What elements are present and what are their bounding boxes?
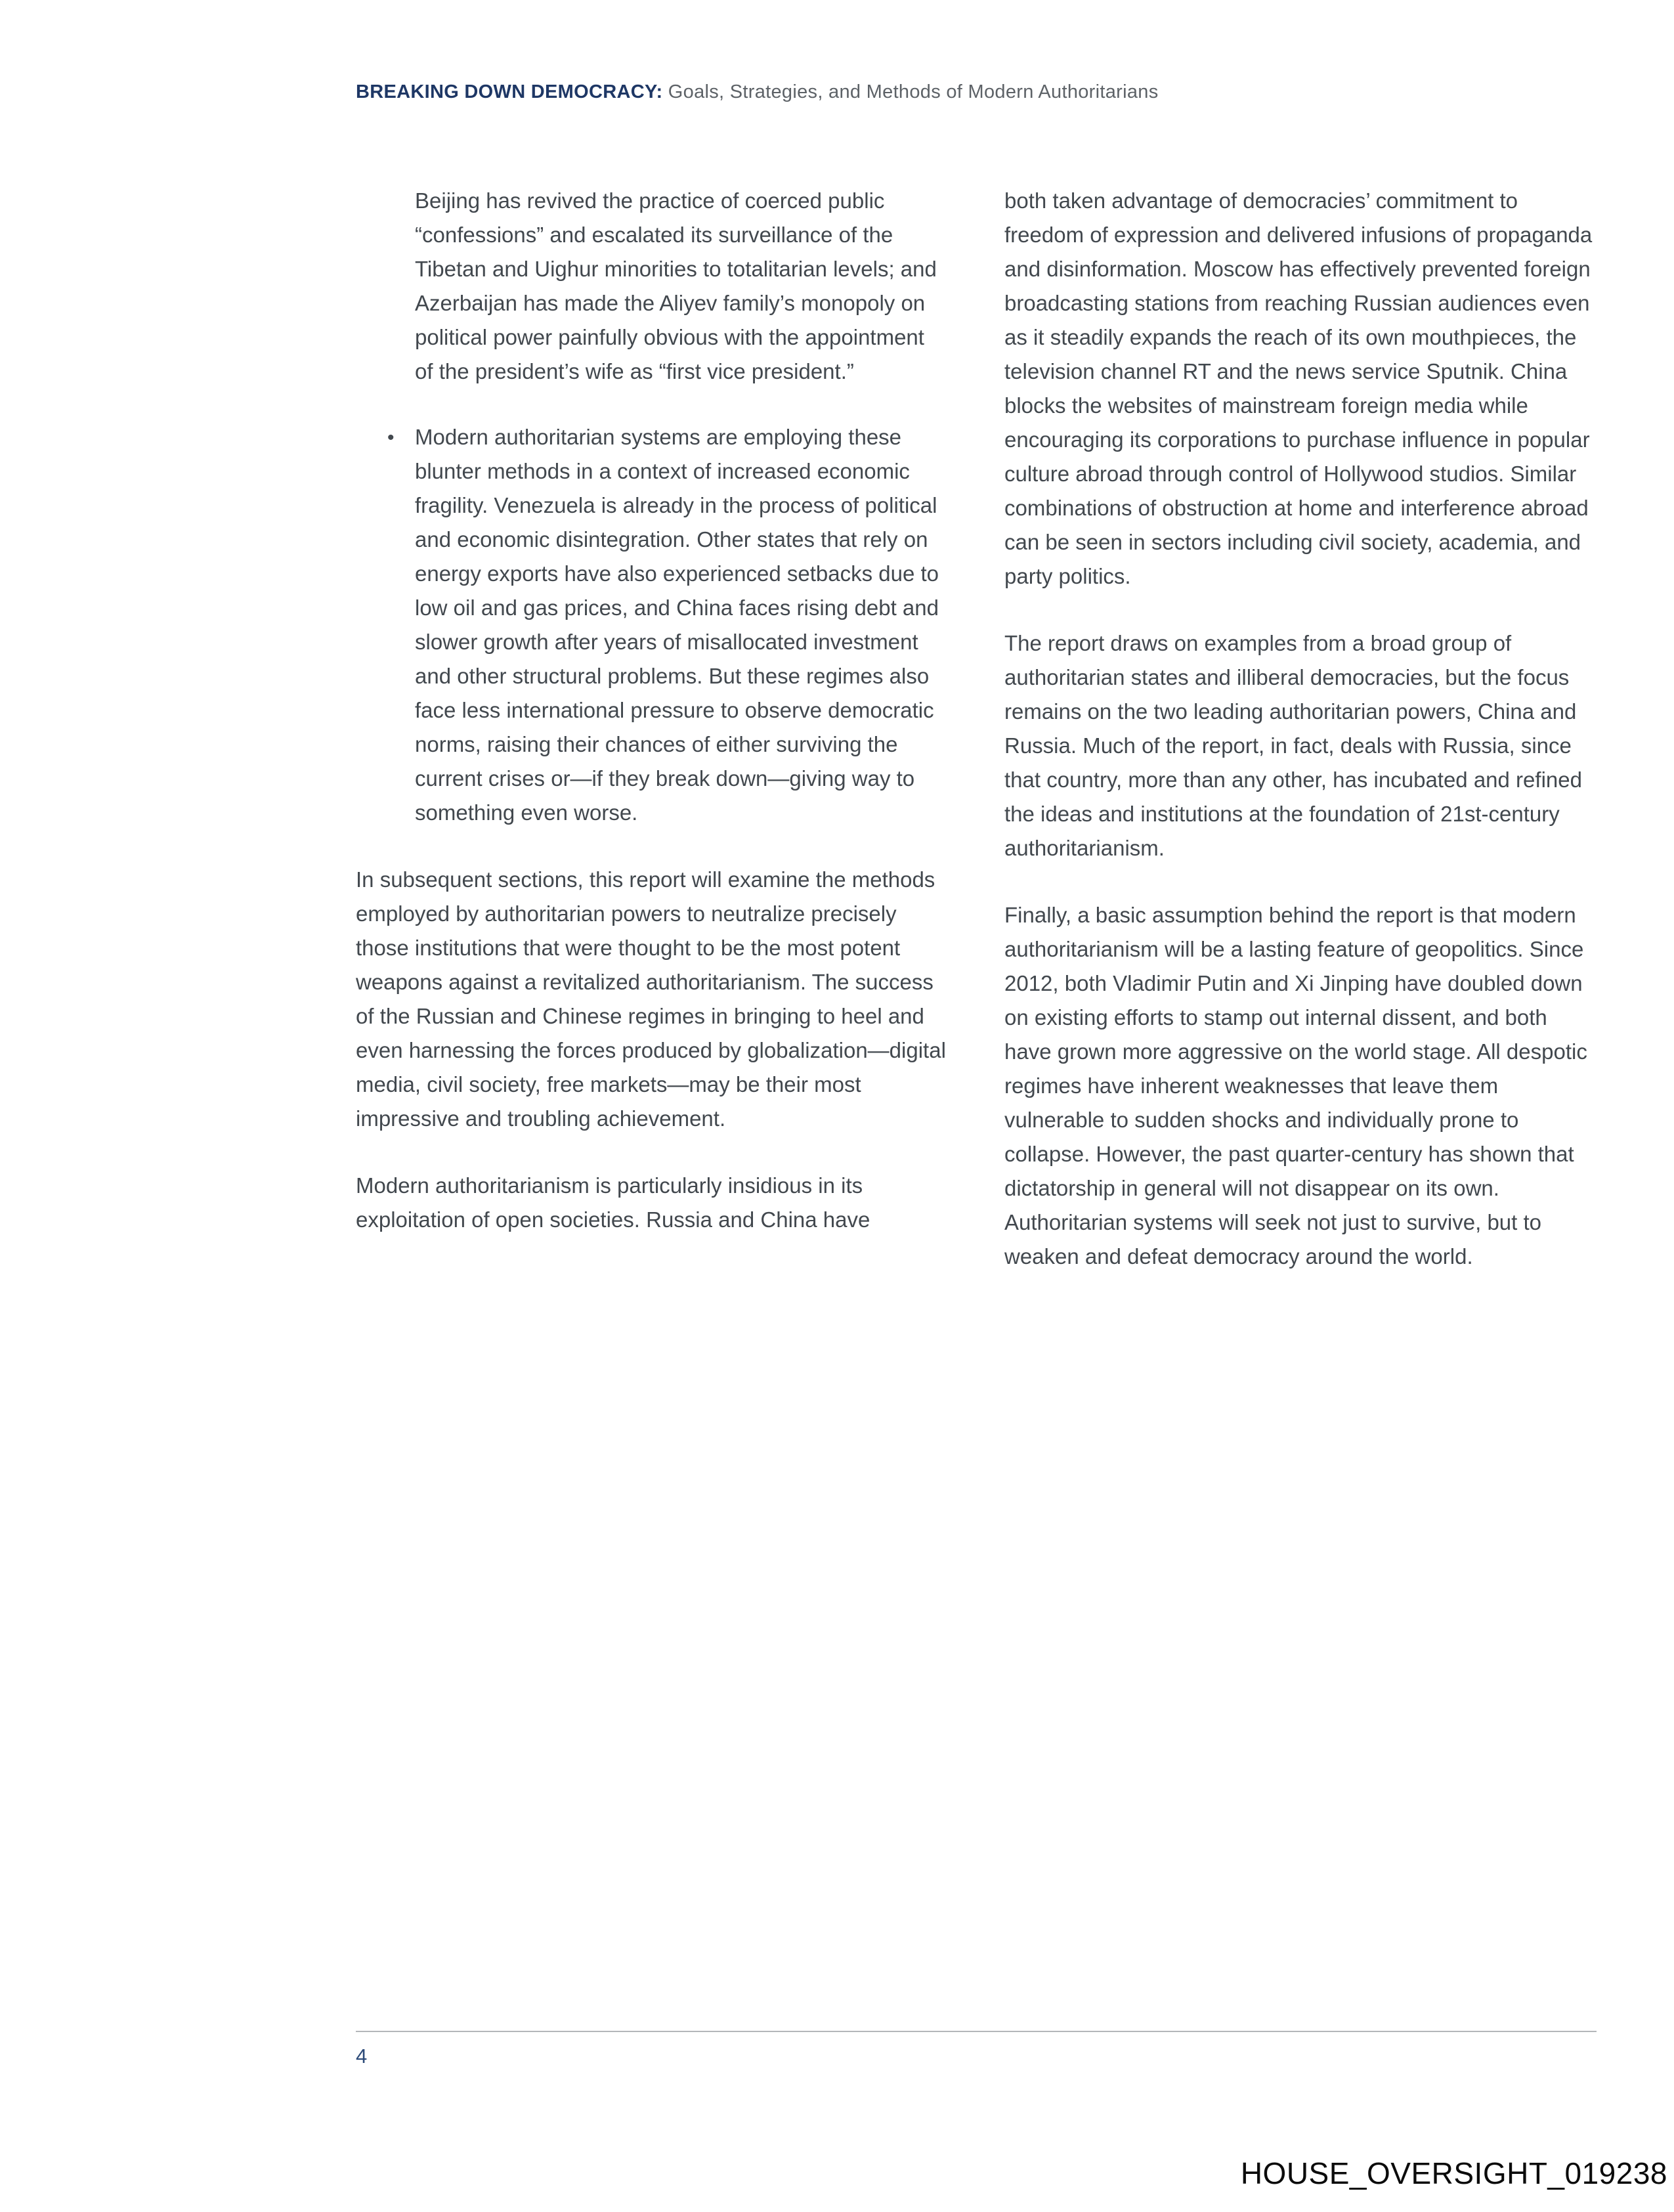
bates-stamp: HOUSE_OVERSIGHT_019238 <box>1240 2156 1667 2190</box>
body-paragraph-propaganda: both taken advantage of democracies’ commitment to freedom of expression and delivered infusions of propaganda and disinformation. Moscow has effectively prevented foreign broadcasting stations from reaching Russian audiences even as it steadily expands the reach of its own mouthpieces, the television channel RT and the news service Sputnik. China blocks the websites of mainstream foreign media while encouraging its corporations to purchase influence in popular culture abroad through control of Hollywood studios. Similar combinations of obstruction at home and interference abroad can be seen in sectors including civil society, academia, and party politics. <box>1004 188 1593 588</box>
body-paragraph-subsequent-sections: In subsequent sections, this report will examine the methods employed by authoritarian powers to neutralize precisely those institutions that were thought to be the most potent weapons against a revitalized authoritarianism. The success of the Russian and Chinese regimes in bringing to heel and even harnessing the forces produced by globalization—digital media, civil society, free markets—may be their most impressive and troubling achievement. <box>356 867 946 1131</box>
body-paragraph-insidious: Modern authoritarianism is particularly insidious in its exploitation of open societies. Russia and China have <box>356 1173 870 1232</box>
report-subtitle: Goals, Strategies, and Methods of Modern Authoritarians <box>668 81 1159 102</box>
footer-divider <box>356 2031 1597 2032</box>
page-number: 4 <box>356 2045 368 2068</box>
left-column <box>356 184 948 1274</box>
page-header <box>356 81 1159 103</box>
bullet-continuation-paragraph: Beijing has revived the practice of coerced public “confessions” and escalated its surveillance of the Tibetan and Uighur minorities to totalitarian levels; and Azerbaijan has made the Aliyev family’s monopoly on political power painfully obvious with the appointment of the president’s wife as “first vice president.” <box>415 188 937 383</box>
two-column-body <box>356 184 1597 1274</box>
right-column <box>1004 184 1597 1274</box>
report-title: BREAKING DOWN DEMOCRACY: <box>356 81 663 102</box>
bullet-text: Modern authoritarian systems are employing these blunter methods in a context of increased economic fragility. Venezuela is already in the process of political and economic disintegration. Other states that rely on energy exports have also experienced setbacks due to low oil and gas prices, and China faces rising debt and slower growth after years of misallocated investment and other structural problems. But these regimes also face less international pressure to observe democratic norms, raising their chances of either surviving the current crises or—if they break down—giving way to something even worse. <box>415 425 939 825</box>
bullet-item <box>356 420 948 830</box>
body-paragraph-report-scope: The report draws on examples from a broad group of authoritarian states and illiberal democracies, but the focus remains on the two leading authoritarian powers, China and Russia. Much of the report, in fact, deals with Russia, since that country, more than any other, has incubated and refined the ideas and institutions at the foundation of 21st-century authoritarianism. <box>1004 631 1582 860</box>
body-paragraph-assumption: Finally, a basic assumption behind the report is that modern authoritarianism will be a lasting feature of geopolitics. Since 2012, both Vladimir Putin and Xi Jinping have doubled down on existing efforts to stamp out internal dissent, and both have grown more aggressive on the world stage. All despotic regimes have inherent weaknesses that leave them vulnerable to sudden shocks and individually prone to collapse. However, the past quarter-century has shown that dictatorship in general will not disappear on its own. Authoritarian systems will seek not just to survive, but to weaken and defeat democracy around the world. <box>1004 903 1587 1269</box>
bullet-icon: • <box>387 427 395 448</box>
